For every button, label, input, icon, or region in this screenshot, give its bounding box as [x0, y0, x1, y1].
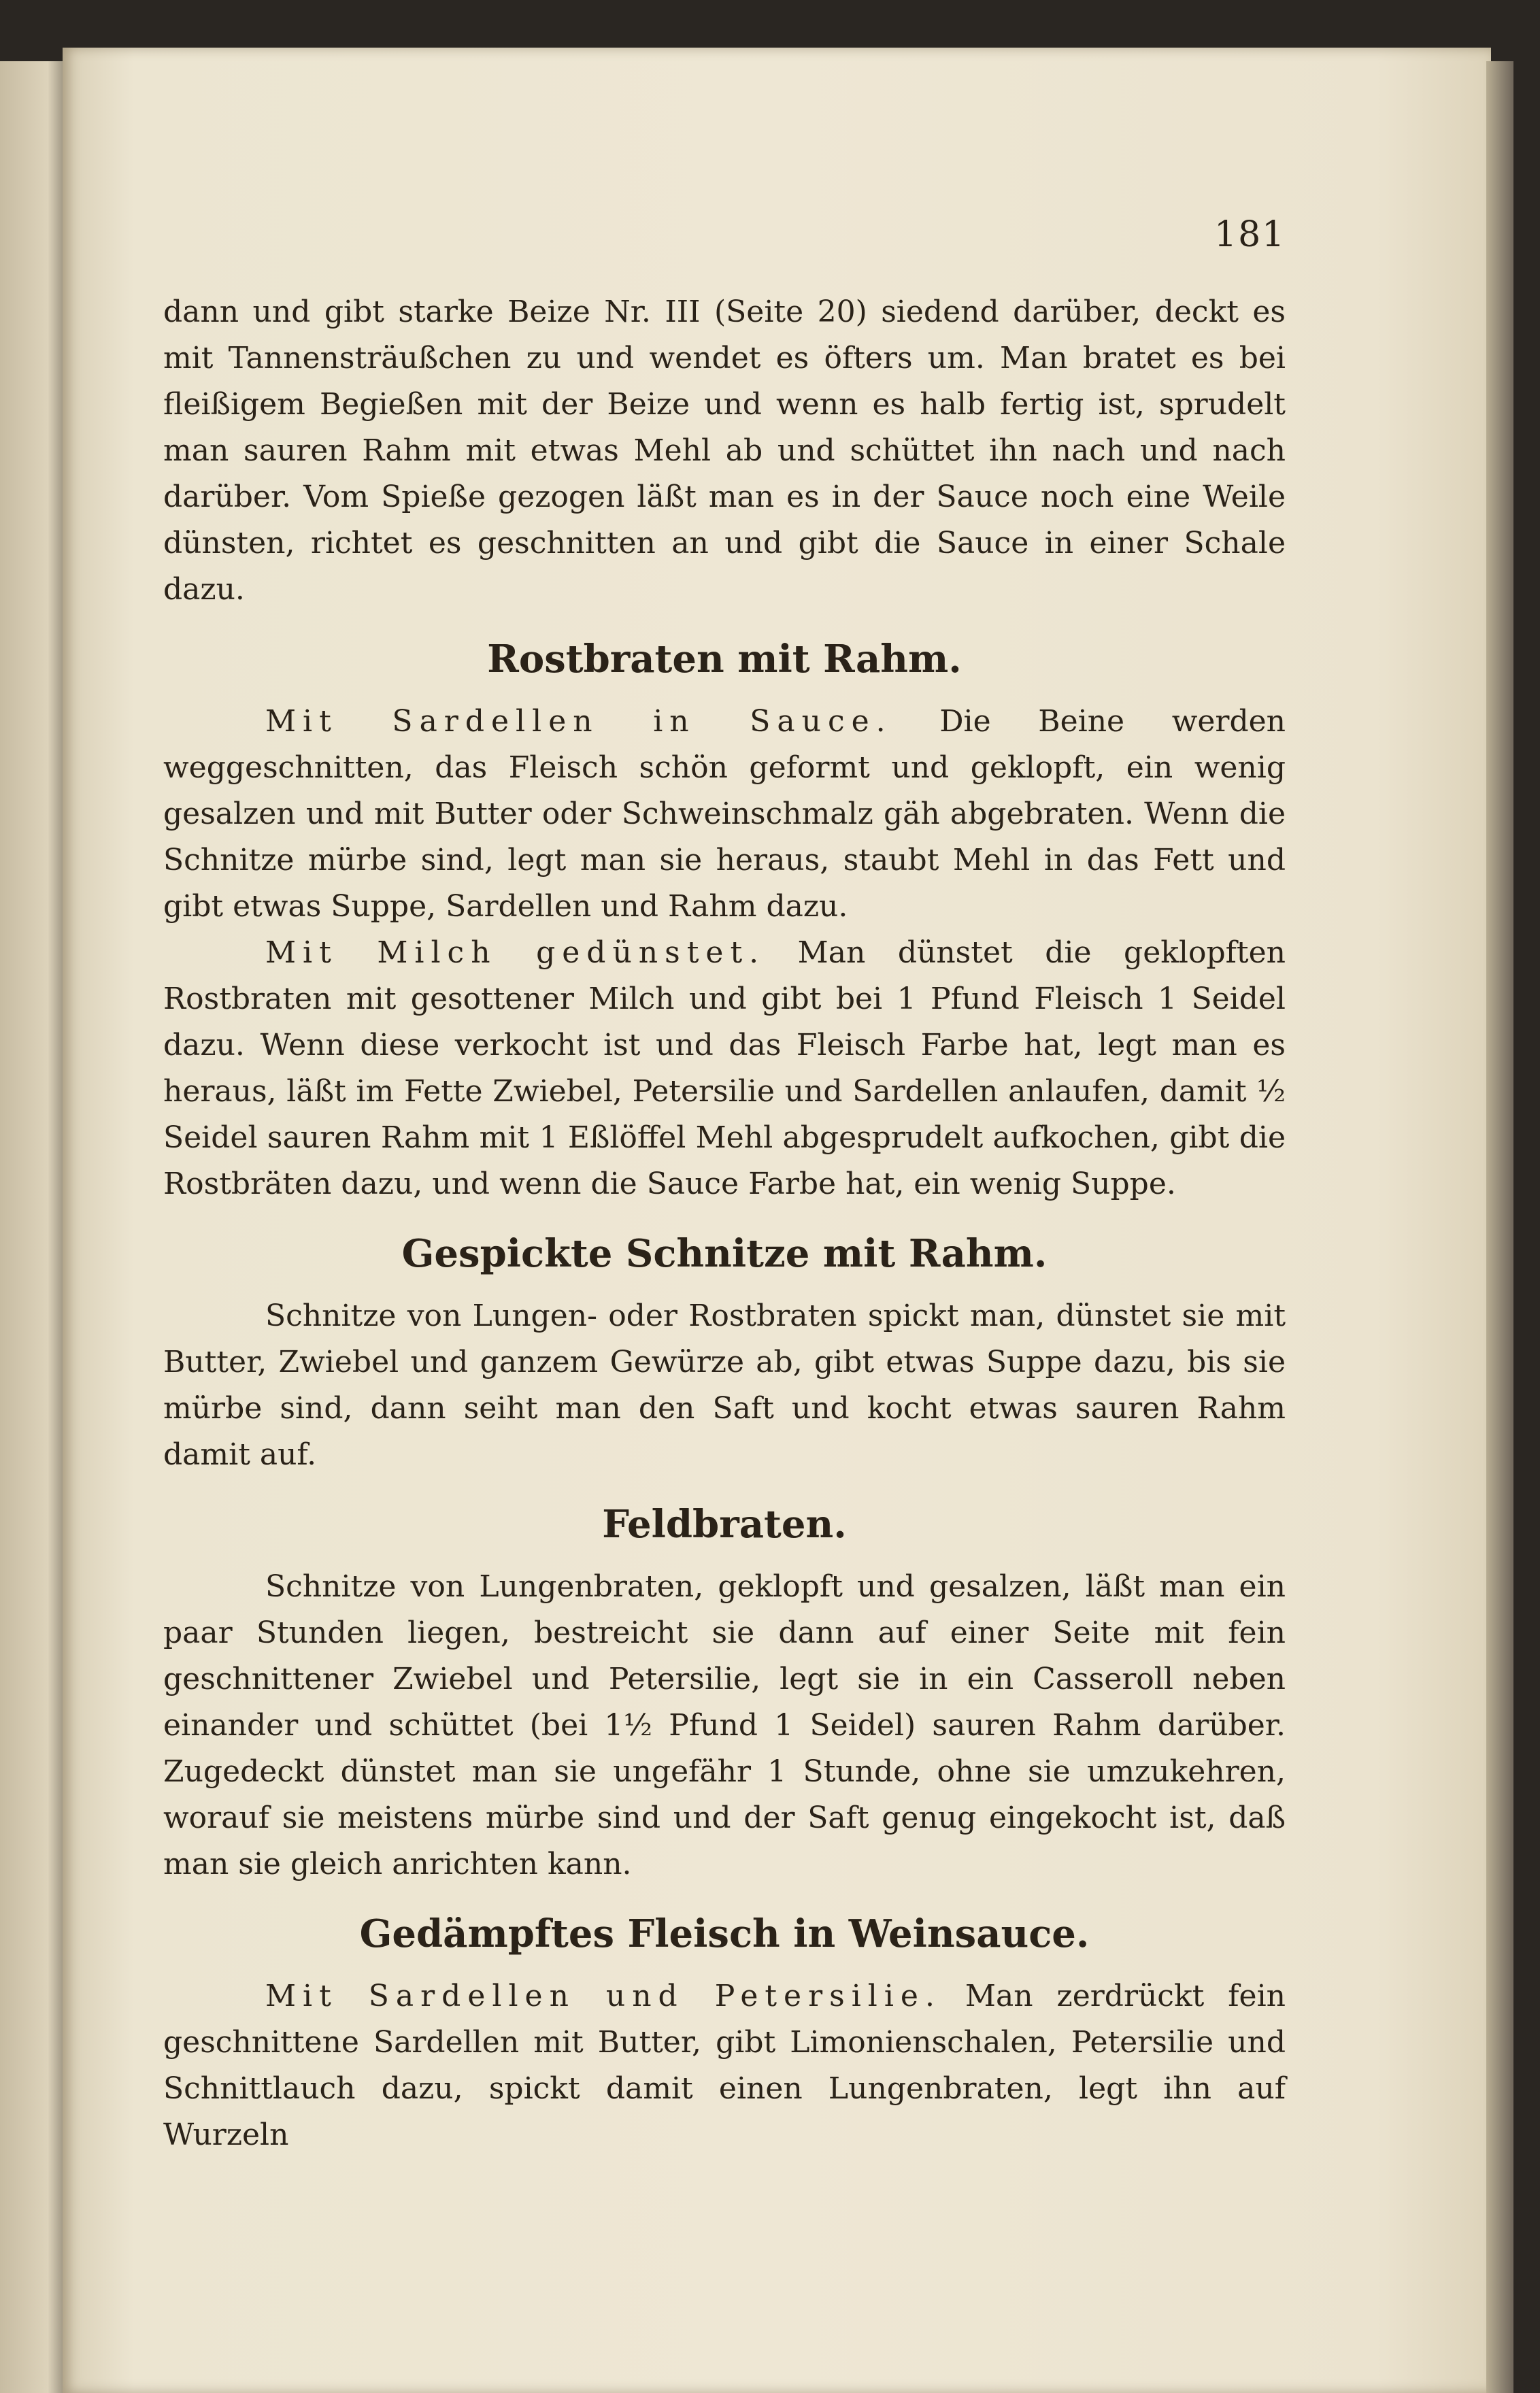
heading-weinsauce: Gedämpftes Fleisch in Weinsauce.: [359, 1911, 1090, 1956]
weinsauce-p1-text: Man zerdrückt fein geschnittene Sardellen mit Butter, gibt Limonienschalen, Petersilie und Schnittlauch dazu, spickt damit einen Lungenbraten, legt ihn auf Wurzeln: [163, 1979, 1286, 2152]
heading-schnitze: Gespickte Schnitze mit Rahm.: [401, 1231, 1048, 1276]
page-content: [163, 289, 1286, 2158]
page-edge-shadow: [1486, 61, 1513, 2393]
heading-feldbraten: Feldbraten.: [602, 1502, 847, 1547]
heading-rostbraten: Rostbraten mit Rahm.: [487, 637, 962, 682]
intro-paragraph: dann und gibt starke Beize Nr. III (Seite 20) siedend darüber, deckt es mit Tannensträußchen zu und wendet es öfters um. Man bratet es bei fleißigem Begießen mit der Beize und wenn es halb fertig ist, sprudelt man sauren Rahm mit etwas Mehl ab und schüttet ihn nach und nach darüber. Vom Spieße gezogen läßt man es in der Sauce noch eine Weile dünsten, richtet es geschnitten an und gibt die Sauce in einer Schale dazu.: [163, 295, 1286, 607]
rostbraten-p1-lead: Mit Sardellen in Sauce.: [265, 704, 892, 739]
rostbraten-p2-text: Man dünstet die geklopften Rostbraten mit gesottener Milch und gibt bei 1 Pfund Fleisch 1 Seidel dazu. Wenn diese verkocht ist und das Fleisch Farbe hat, legt man es heraus, läßt im Fette Zwiebel, Petersilie und Sardellen anlaufen, damit ½ Seidel sauren Rahm mit 1 Eßlöffel Mehl abgesprudelt aufkochen, gibt die Rostbräten dazu, und wenn die Sauce Farbe hat, ein wenig Suppe.: [163, 935, 1286, 1201]
facing-page-edge: [0, 61, 68, 2393]
schnitze-paragraph: Schnitze von Lungen- oder Rostbraten spickt man, dünstet sie mit Butter, Zwiebel und ganzem Gewürze ab, gibt etwas Suppe dazu, bis sie mürbe sind, dann seiht man den Saft und kocht etwas sauren Rahm damit auf.: [163, 1299, 1286, 1472]
rostbraten-paragraph-1: [163, 699, 1286, 930]
page-number: 181: [1214, 214, 1286, 255]
feldbraten-paragraph: Schnitze von Lungenbraten, geklopft und gesalzen, läßt man ein paar Stunden liegen, bestreicht sie dann auf einer Seite mit fein geschnittener Zwiebel und Petersilie, legt sie in ein Casseroll neben einander und schüttet (bei 1½ Pfund 1 Seidel) sauren Rahm darüber. Zugedeckt dünstet man sie ungefähr 1 Stunde, ohne sie umzukehren, worauf sie meistens mürbe sind und der Saft genug eingekocht ist, daß man sie gleich anrichten kann.: [163, 1569, 1286, 1881]
rostbraten-p1-text: Die Beine werden weggeschnitten, das Fleisch schön geformt und geklopft, ein wenig gesalzen und mit Butter oder Schweinschmalz gäh abgebraten. Wenn die Schnitze mürbe sind, legt man sie heraus, staubt Mehl in das Fett und gibt etwas Suppe, Sardellen und Rahm dazu.: [163, 704, 1286, 924]
rostbraten-p2-lead: Mit Milch gedünstet.: [265, 935, 766, 970]
rostbraten-paragraph-2: [163, 930, 1286, 1207]
weinsauce-paragraph-1: [163, 1973, 1286, 2158]
weinsauce-p1-lead: Mit Sardellen und Petersilie.: [265, 1979, 941, 2013]
